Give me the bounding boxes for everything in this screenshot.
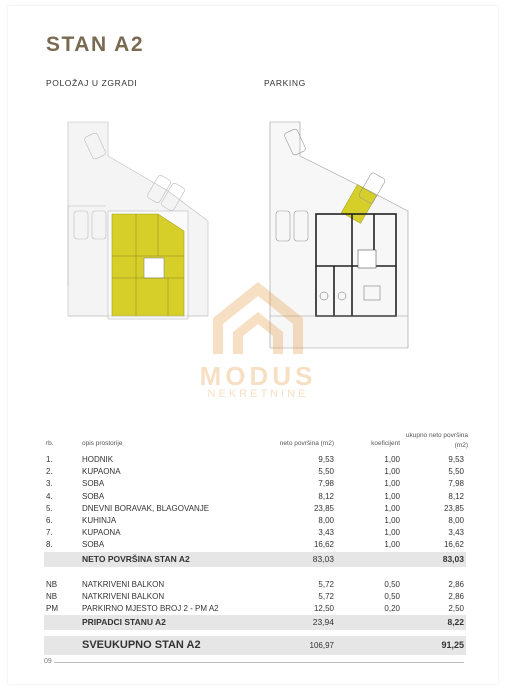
total-row: SVEUKUPNO STAN A2 106,97 91,25: [44, 636, 466, 655]
header-koef: koeficijent: [371, 440, 400, 447]
house-logo-icon: [203, 276, 313, 356]
page-footer: [44, 658, 464, 668]
watermark-subtitle: NEKRETNINE: [207, 388, 309, 400]
table-row: 3. SOBA 7,98 1,00 7,98: [46, 479, 464, 489]
page-number: 09: [44, 658, 52, 665]
room-rows: [44, 454, 466, 552]
header-opis: opis prostorije: [82, 440, 123, 447]
table-row: NB NATKRIVENI BALKON 5,72 0,50 2,86: [46, 591, 464, 601]
table-row: 7. KUPAONA 3,43 1,00 3,43: [46, 528, 464, 538]
table-row: 6. KUHINJA 8,00 1,00 8,00: [46, 515, 464, 525]
header-ukupno-unit: (m2): [454, 442, 468, 449]
table-row: 2. KUPAONA 5,50 1,00 5,50: [46, 467, 464, 477]
header-neto: neto površina (m2): [279, 440, 334, 447]
area-table: [44, 430, 466, 655]
page-title: STAN A2: [46, 33, 145, 56]
right-plan-label: PARKING: [264, 78, 306, 88]
table-row: 8. SOBA 16,62 1,00 16,62: [46, 540, 464, 550]
watermark-name: MODUS: [199, 361, 317, 391]
table-header: [44, 430, 466, 454]
neto-sum-row: NETO POVRŠINA STAN A2 83,03 83,03: [44, 552, 466, 567]
table-row: 4. SOBA 8,12 1,00 8,12: [46, 491, 464, 501]
footer-divider: [54, 662, 464, 663]
header-rb: rb.: [46, 440, 54, 447]
watermark-logo: [178, 276, 338, 400]
table-row: PM PARKIRNO MJESTO BROJ 2 - PM A2 12,50 0,20 2,50: [46, 603, 464, 613]
table-row: NB NATKRIVENI BALKON 5,72 0,50 2,86: [46, 579, 464, 589]
brochure-page: [8, 6, 498, 684]
left-plan-label: POLOŽAJ U ZGRADI: [46, 78, 138, 88]
extras-rows: [44, 579, 466, 616]
header-ukupno: ukupno neto površina: [405, 432, 468, 439]
table-row: 1. HODNIK 9,53 1,00 9,53: [46, 455, 464, 464]
pripadci-sum-row: PRIPADCI STANU A2 23,94 8,22: [44, 615, 466, 630]
table-row: 5. DNEVNI BORAVAK, BLAGOVANJE 23,85 1,00 23,85: [46, 503, 464, 513]
